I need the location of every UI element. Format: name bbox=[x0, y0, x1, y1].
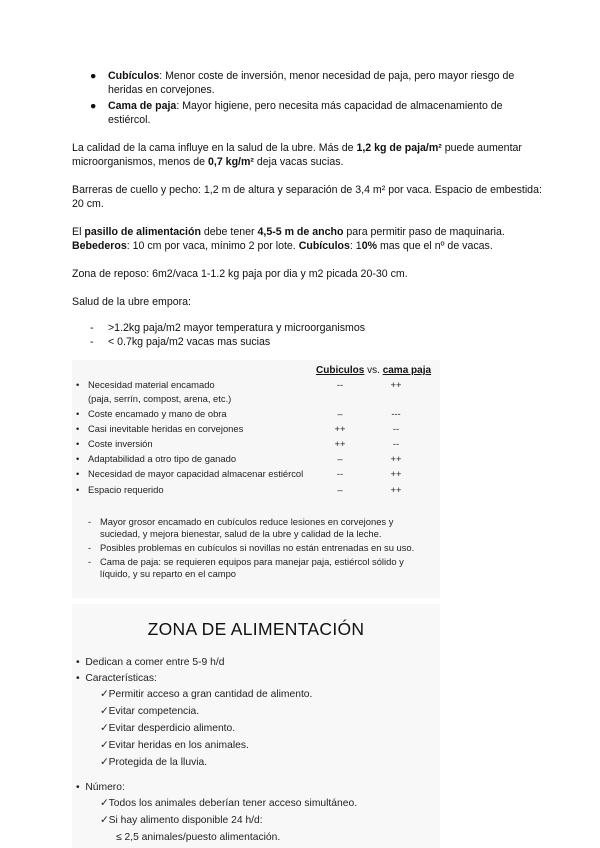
dash-glyph: - bbox=[88, 556, 92, 568]
check-text: Evitar desperdicio alimento. bbox=[108, 723, 236, 734]
dash-glyph: - bbox=[90, 335, 94, 348]
text-run: La calidad de la cama influye en la salud de la ubre. Más de bbox=[72, 142, 357, 154]
dash-glyph: - bbox=[88, 542, 92, 554]
row-bullet-icon: • bbox=[76, 438, 80, 449]
check-icon: ✓ bbox=[100, 723, 109, 734]
row-label: Coste inversión bbox=[88, 438, 153, 449]
row-value-cubiculos: -- bbox=[336, 468, 344, 479]
check-icon: ✓ bbox=[100, 815, 109, 826]
comparison-table-image bbox=[72, 360, 440, 598]
zona-check-item bbox=[100, 756, 207, 770]
text-run: El bbox=[72, 226, 85, 238]
bullet-icon: • bbox=[76, 673, 80, 684]
zona-check-item bbox=[100, 722, 235, 736]
text-run: : 10 cm por vaca, mínimo 2 por lote. bbox=[126, 239, 299, 252]
row-value-cubiculos: ++ bbox=[334, 438, 346, 449]
bullet-icon: • bbox=[76, 657, 80, 668]
row-value-cubiculos: ++ bbox=[334, 423, 346, 434]
bullet-dot-icon: ● bbox=[90, 99, 97, 112]
dash-item bbox=[90, 336, 365, 350]
text-run: puede aumentar microorganismos, menos de bbox=[72, 142, 522, 168]
zona-check-item bbox=[100, 814, 263, 828]
bullet-text: : Mayor higiene, pero necesita más capacidad de almacenamiento de estiércol. bbox=[108, 99, 503, 126]
text-run: mas que el nº de vacas. bbox=[377, 239, 493, 252]
check-icon: ✓ bbox=[100, 740, 109, 751]
text-run: : 1 bbox=[349, 239, 362, 252]
row-value-cama: --- bbox=[391, 408, 401, 419]
dash-glyph: - bbox=[88, 516, 92, 527]
zona-item-text: Características: bbox=[85, 673, 157, 684]
check-text: Evitar competencia. bbox=[108, 706, 200, 717]
bullet-icon: • bbox=[76, 782, 80, 793]
text-run: debe tener bbox=[200, 226, 258, 238]
zona-alimentacion-image bbox=[72, 604, 440, 848]
bold-run: pasillo de alimentación bbox=[84, 226, 201, 238]
row-value-cubiculos: – bbox=[337, 484, 343, 495]
note-item bbox=[86, 516, 436, 540]
row-label: (paja, serrín, compost, arena, etc.) bbox=[88, 393, 232, 404]
row-bullet-icon: • bbox=[76, 379, 80, 390]
row-value-cama: ++ bbox=[390, 453, 402, 464]
zona-item bbox=[76, 781, 125, 795]
check-text: Todos los animales deberían tener acceso simultáneo. bbox=[108, 798, 358, 809]
table-header bbox=[316, 364, 431, 377]
zona-item-text: Dedican a comer entre 5-9 h/d bbox=[85, 657, 225, 668]
dash-item bbox=[90, 322, 365, 336]
dash-list bbox=[90, 322, 365, 350]
bullet-term: Cubículos bbox=[108, 70, 160, 82]
check-icon: ✓ bbox=[100, 689, 109, 700]
row-value-cama: -- bbox=[392, 423, 400, 434]
zona-check-item bbox=[100, 797, 357, 811]
bullet-term: Cama de paja bbox=[108, 99, 177, 112]
row-value-cama: ++ bbox=[390, 468, 402, 479]
zona-item-text: Número: bbox=[85, 782, 125, 793]
zona-check-item bbox=[100, 739, 249, 753]
bullet-text: : Menor coste de inversión, menor necesidad de paja, pero mayor riesgo de heridas en corvejones. bbox=[108, 70, 515, 96]
bold-run: 0,7 kg/m² bbox=[208, 155, 254, 168]
dash-glyph: - bbox=[90, 322, 94, 334]
zona-check-item bbox=[100, 705, 199, 719]
row-value-cubiculos: – bbox=[337, 453, 343, 464]
zona-item bbox=[76, 656, 224, 670]
check-icon: ✓ bbox=[100, 798, 109, 809]
check-text: Si hay alimento disponible 24 h/d: bbox=[108, 815, 263, 826]
note-text: Mayor grosor encamado en cubículos reduce lesiones en corvejones y suciedad, y mejora bienestar, salud de la ubre y calidad de la leche. bbox=[100, 516, 394, 540]
note-item bbox=[86, 542, 436, 554]
note-item bbox=[86, 556, 436, 580]
bold-run: Bebederos bbox=[72, 239, 127, 252]
row-bullet-icon: • bbox=[76, 484, 80, 495]
row-value-cama: -- bbox=[392, 438, 400, 449]
header-vs: vs. bbox=[364, 365, 383, 376]
bold-run: 1,2 kg de paja/m² bbox=[356, 142, 442, 154]
header-cama-paja: cama paja bbox=[382, 365, 432, 376]
check-text: Evitar heridas en los animales. bbox=[108, 740, 249, 751]
paragraph-cama-calidad bbox=[72, 142, 542, 170]
note-text: Posibles problemas en cubículos si novillas no están entrenadas en su uso. bbox=[100, 542, 415, 554]
zona-item bbox=[76, 672, 157, 686]
row-label: Casi inevitable heridas en corvejones bbox=[88, 423, 244, 434]
text-run: deja vacas sucias. bbox=[253, 155, 344, 168]
bold-run: Cubículos bbox=[298, 239, 350, 252]
header-cubiculos: Cubiculos bbox=[316, 365, 365, 376]
bullet-list bbox=[88, 70, 528, 130]
row-label: Necesidad material encamado bbox=[88, 379, 215, 390]
zona-title: ZONA DE ALIMENTACIÓN bbox=[147, 619, 365, 639]
zona-sub-item: ≤ 2,5 animales/puesto alimentación. bbox=[116, 832, 281, 843]
row-value-cubiculos: – bbox=[337, 408, 343, 419]
note-text: Cama de paja: se requieren equipos para manejar paja, estiércol sólido y líquido, y su reparto en el campo bbox=[100, 556, 404, 580]
bullet-item-cubiculos bbox=[88, 70, 528, 98]
dash-item-text: >1.2kg paja/m2 mayor temperatura y microorganismos bbox=[108, 322, 366, 334]
text-run: para permitir paso de maquinaria. bbox=[343, 226, 505, 238]
row-label: Adaptabilidad a otro tipo de ganado bbox=[88, 453, 237, 464]
row-bullet-icon: • bbox=[76, 453, 80, 464]
bullet-dot-icon: ● bbox=[90, 70, 97, 82]
paragraph-zona-reposo: Zona de reposo: 6m2/vaca 1-1.2 kg paja por dia y m2 picada 20-30 cm. bbox=[72, 268, 408, 280]
row-value-cama: ++ bbox=[390, 379, 402, 390]
row-label: Espacio requerido bbox=[88, 484, 164, 495]
row-bullet-icon: • bbox=[76, 468, 80, 479]
zona-check-item bbox=[100, 688, 312, 702]
row-value-cubiculos: -- bbox=[336, 379, 344, 390]
bold-run: 0% bbox=[361, 239, 378, 252]
row-bullet-icon: • bbox=[76, 408, 80, 419]
check-text: Permitir acceso a gran cantidad de alimento. bbox=[108, 689, 313, 700]
bold-run: 4,5-5 m de ancho bbox=[257, 226, 344, 238]
table-notes bbox=[86, 516, 436, 582]
row-label: Necesidad de mayor capacidad almacenar estiércol bbox=[88, 468, 304, 479]
paragraph-barreras: Barreras de cuello y pecho: 1,2 m de altura y separación de 3,4 m² por vaca. Espacio de embestida: 20 cm. bbox=[72, 184, 542, 210]
paragraph-salud-ubre: Salud de la ubre empora: bbox=[72, 296, 191, 308]
row-bullet-icon: • bbox=[76, 423, 80, 434]
check-text: Protegida de la lluvia. bbox=[108, 757, 208, 768]
bullet-item-cama-paja bbox=[88, 100, 528, 128]
check-icon: ✓ bbox=[100, 706, 109, 717]
paragraph-pasillo bbox=[72, 226, 542, 254]
row-value-cama: ++ bbox=[390, 484, 402, 495]
check-icon: ✓ bbox=[100, 757, 109, 768]
dash-item-text: < 0.7kg paja/m2 vacas mas sucias bbox=[108, 335, 271, 348]
row-label: Coste encamado y mano de obra bbox=[88, 408, 227, 419]
